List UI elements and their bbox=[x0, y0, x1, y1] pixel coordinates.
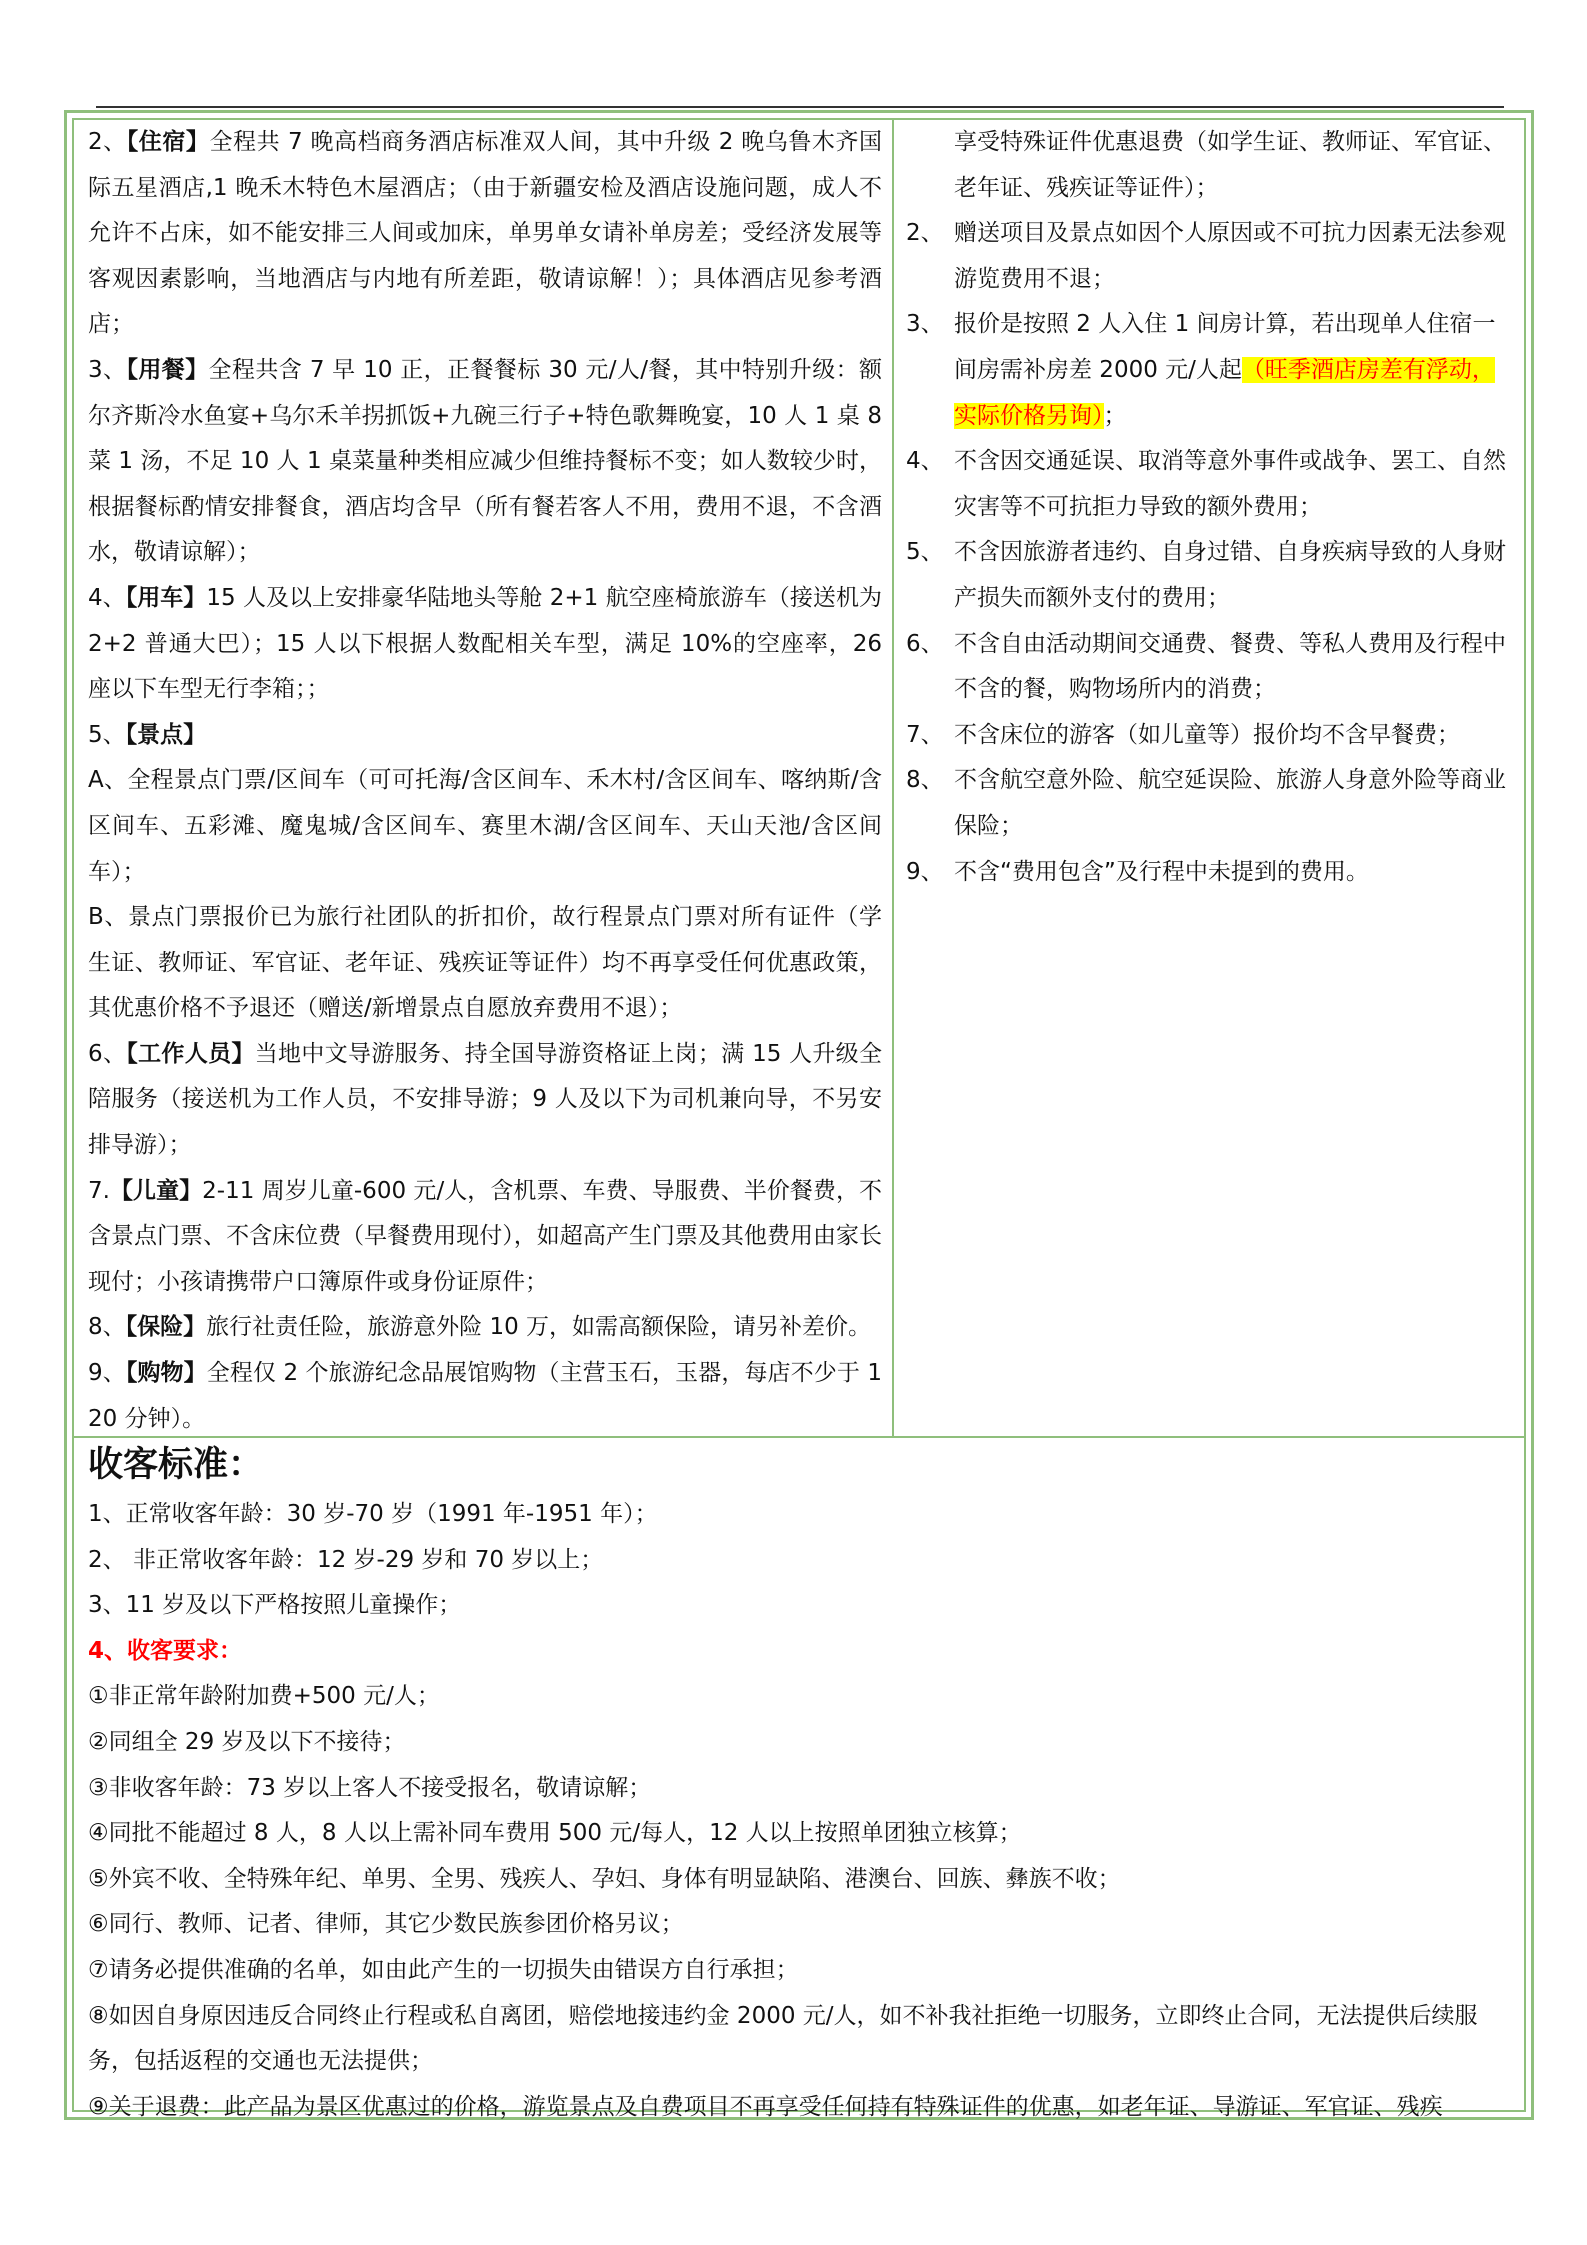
standard-line: 2、 非正常收客年龄：12 岁-29 岁和 70 岁以上； bbox=[88, 1546, 604, 1573]
list-item bbox=[906, 713, 1512, 759]
scenic-heading bbox=[88, 713, 882, 759]
standard-line: 3、11 岁及以下严格按照儿童操作； bbox=[88, 1592, 462, 1619]
item-text: 不含“费用包含”及行程中未提到的费用。 bbox=[954, 858, 1369, 885]
item-text: 全程仅 2 个旅游纪念品展馆购物（主营玉石，玉器，每店不少于 120 分钟）。 bbox=[88, 1360, 882, 1432]
item-text: 不含自由活动期间交通费、餐费、等私人费用及行程中不含的餐，购物场所内的消费； bbox=[954, 630, 1506, 703]
vehicle-paragraph bbox=[88, 576, 882, 713]
price-note-highlight: （旺季酒店房差有浮动，实际价格另询） bbox=[954, 356, 1495, 429]
item-label: 【工作人员】 bbox=[126, 1040, 255, 1067]
scenic-a-paragraph: A、全程景点门票/区间车（可可托海/含区间车、禾木村/含区间车、喀纳斯/含区间车、五彩滩、魔鬼城/含区间车、赛里木湖/含区间车、天山天池/含区间车）； bbox=[88, 767, 882, 885]
item-text: 报价是按照 2 人入住 1 间房计算，若出现单人住宿一间房需补房差 2000 元/人起（旺季酒店房差有浮动，实际价格另询）； bbox=[954, 311, 1496, 429]
insurance-paragraph bbox=[88, 1305, 882, 1351]
requirement-line: ④同批不能超过 8 人，8 人以上需补同车费用 500 元/每人，12 人以上按照单团独立核算； bbox=[88, 1820, 1022, 1847]
list-item bbox=[906, 439, 1512, 530]
list-item bbox=[906, 530, 1512, 621]
item-label: 【用车】 bbox=[125, 584, 207, 611]
item-number: 3、 bbox=[88, 356, 127, 383]
requirement-line: ⑨关于退费：此产品为景区优惠过的价格，游览景点及自费项目不再享受任何持有特殊证件的优惠，如老年证、导游证、军官证、残疾 bbox=[88, 2093, 1443, 2120]
children-paragraph bbox=[88, 1169, 882, 1306]
item-number: 3、 bbox=[906, 311, 944, 338]
item-number: 5、 bbox=[906, 539, 944, 566]
included-column bbox=[74, 120, 894, 1436]
item-number: 4、 bbox=[906, 448, 944, 475]
list-item bbox=[906, 120, 1512, 211]
staff-paragraph bbox=[88, 1032, 882, 1169]
item-label: 【住宿】 bbox=[126, 129, 210, 155]
item-number: 2、 bbox=[88, 129, 127, 155]
requirement-line: ②同组全 29 岁及以下不接待； bbox=[88, 1728, 406, 1755]
item-text: 不含床位的游客（如儿童等）报价均不含早餐费； bbox=[954, 721, 1460, 748]
item-text: 全程共 7 晚高档商务酒店标准双人间，其中升级 2 晚乌鲁木齐国际五星酒店,1 晚禾木特色木屋酒店；（由于新疆安检及酒店设施问题，成人不允许不占床，如不能安排三人间或加床，单男单女请补单房差；受经济发展等客观因素影响，当地酒店与内地有所差距，敬请谅解！）；具体酒店见参考酒店； bbox=[88, 129, 883, 338]
item-label: 【保险】 bbox=[125, 1314, 207, 1341]
item-text: 当地中文导游服务、持全国导游资格证上岗；满 15 人升级全陪服务（接送机为工作人员，不安排导游；9 人及以下为司机兼向导，不另安排导游）； bbox=[88, 1040, 882, 1159]
item-label: 【儿童】 bbox=[109, 1177, 203, 1204]
item-number: 4、 bbox=[88, 584, 126, 611]
list-item bbox=[906, 758, 1512, 849]
section-title: 收客标准： bbox=[88, 1445, 264, 1485]
item-text: 赠送项目及景点如因个人原因或不可抗力因素无法参观游览费用不退； bbox=[954, 220, 1506, 292]
item-number: 2、 bbox=[906, 220, 944, 247]
accommodation-paragraph bbox=[88, 120, 882, 348]
list-item bbox=[906, 622, 1512, 713]
content-table bbox=[72, 118, 1526, 2120]
item-text: 不含航空意外险、航空延误险、旅游人身意外险等商业保险； bbox=[954, 767, 1506, 839]
shopping-paragraph bbox=[88, 1351, 882, 1442]
item-text: 15 人及以上安排豪华陆地头等舱 2+1 航空座椅旅游车（接送机为 2+2 普通大巴）；15 人以下根据人数配相关车型，满足 10%的空座率，26 座以下车型无行李箱；； bbox=[88, 584, 882, 703]
two-column-section bbox=[74, 120, 1524, 1438]
list-item bbox=[906, 302, 1512, 439]
requirement-line: ⑤外宾不收、全特殊年纪、单男、全男、残疾人、孕妇、身体有明显缺陷、港澳台、回族、彝族不收； bbox=[88, 1865, 1121, 1892]
item-text: 不含因交通延误、取消等意外事件或战争、罢工、自然灾害等不可抗拒力导致的额外费用； bbox=[954, 448, 1506, 520]
requirement-line: ①非正常年龄附加费+500 元/人； bbox=[88, 1683, 440, 1710]
requirement-line: ⑦请务必提供准确的名单，如由此产生的一切损失由错误方自行承担； bbox=[88, 1956, 799, 1983]
requirements-heading: 4、收客要求： bbox=[88, 1637, 243, 1664]
item-text: 2-11 周岁儿童-600 元/人，含机票、车费、导服费、半价餐费，不含景点门票、不含床位费（早餐费用现付），如超高产生门票及其他费用由家长现付；小孩请携带户口簿原件或身份证原件； bbox=[88, 1177, 883, 1295]
list-item bbox=[906, 850, 1512, 896]
item-text: 旅行社责任险，旅游意外险 10 万，如需高额保险，请另补差价。 bbox=[206, 1314, 872, 1341]
requirement-line: ⑥同行、教师、记者、律师，其它少数民族参团价格另议； bbox=[88, 1911, 684, 1938]
booking-standards-section bbox=[74, 1438, 1524, 2120]
item-number: 5、 bbox=[88, 721, 126, 748]
item-number: 9、 bbox=[906, 858, 944, 885]
requirement-line: ③非收客年龄：73 岁以上客人不接受报名，敬请谅解； bbox=[88, 1774, 652, 1801]
requirement-line: ⑧如因自身原因违反合同终止行程或私自离团，赔偿地接违约金 2000 元/人，如不补我社拒绝一切服务，立即终止合同，无法提供后续服务，包括返程的交通也无法提供； bbox=[88, 2002, 1478, 2075]
item-number: 8、 bbox=[88, 1314, 126, 1341]
item-text: 不含因旅游者违约、自身过错、自身疾病导致的人身财产损失而额外支付的费用； bbox=[954, 539, 1506, 611]
list-item bbox=[906, 211, 1512, 302]
item-number: 7. bbox=[88, 1177, 110, 1204]
item-number: 9、 bbox=[88, 1360, 126, 1387]
item-label: 【用餐】 bbox=[126, 356, 209, 383]
scenic-b-paragraph: B、景点门票报价已为旅行社团队的折扣价，故行程景点门票对所有证件（学生证、教师证、军官证、老年证、残疾证等证件）均不再享受任何优惠政策，其优惠价格不予退还（赠送/新增景点自愿放弃费用不退）； bbox=[88, 904, 882, 1022]
excluded-column bbox=[894, 120, 1524, 1436]
item-label: 【景点】 bbox=[125, 721, 207, 748]
item-number: 8、 bbox=[906, 767, 944, 794]
meals-paragraph bbox=[88, 348, 882, 576]
item-number: 6、 bbox=[88, 1040, 127, 1067]
item-label: 【购物】 bbox=[125, 1360, 207, 1387]
item-text: 享受特殊证件优惠退费（如学生证、教师证、军官证、老年证、残疾证等证件）； bbox=[954, 129, 1506, 201]
page-frame bbox=[64, 110, 1534, 2120]
item-number: 7、 bbox=[906, 721, 944, 748]
standard-line: 1、正常收客年龄：30 岁-70 岁（1991 年-1951 年）； bbox=[88, 1501, 658, 1527]
item-number: 6、 bbox=[906, 630, 944, 657]
header-rule bbox=[96, 106, 1504, 108]
item-text: 全程共含 7 早 10 正，正餐餐标 30 元/人/餐，其中特别升级：额尔齐斯冷水鱼宴+乌尔禾羊拐抓饭+九碗三行子+特色歌舞晚宴，10 人 1 桌 8 菜 1 汤，不足 10 人 1 桌菜量种类相应减少但维持餐标不变；如人数较少时，根据餐标酌情安排餐食，酒店均含早（所有餐若客人不用，费用不退，不含酒水，敬请谅解）； bbox=[88, 356, 883, 566]
